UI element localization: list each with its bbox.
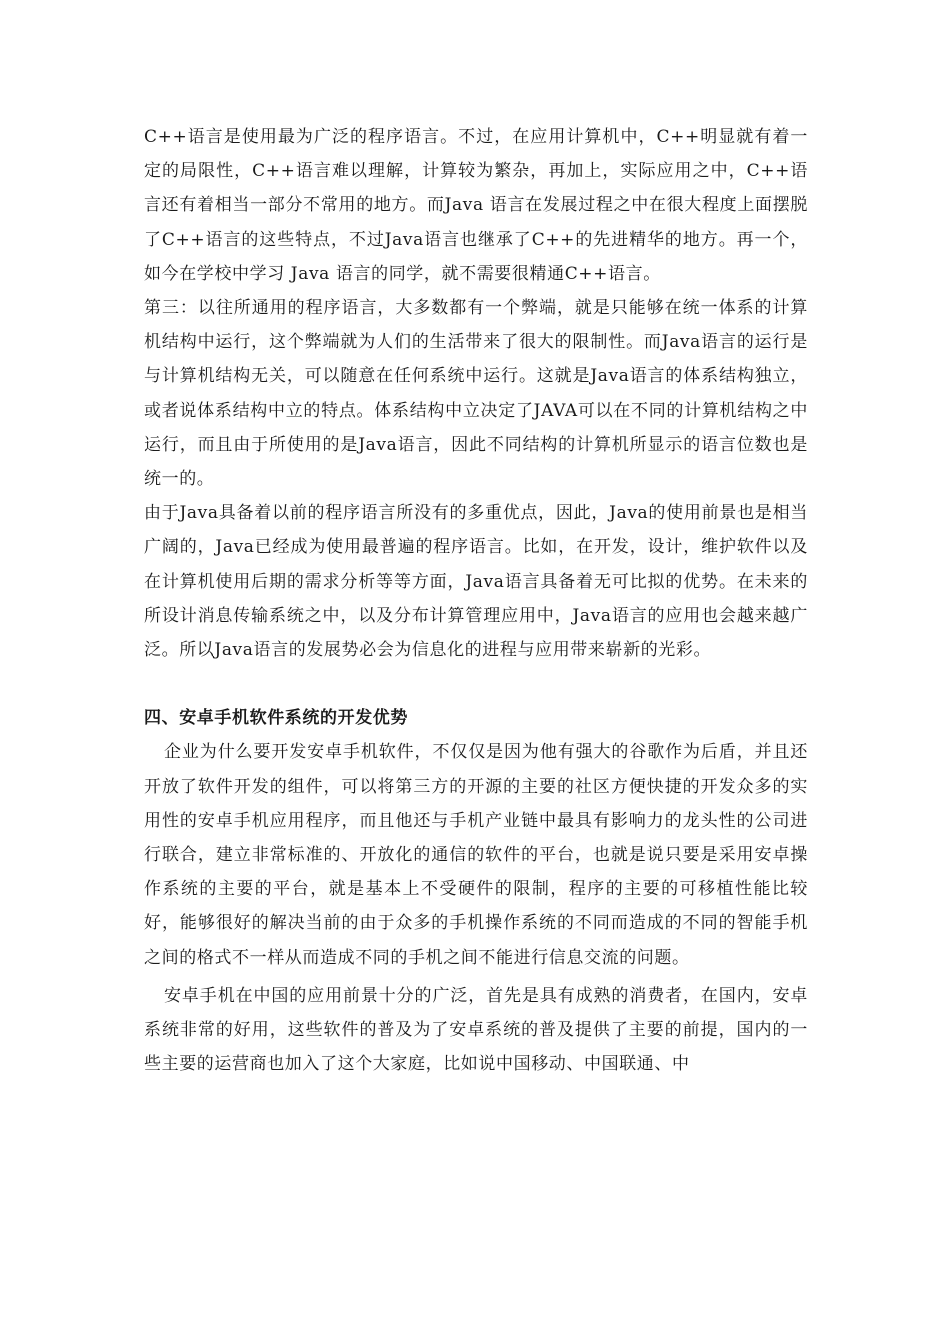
- paragraph-architecture-neutral: 第三：以往所通用的程序语言，大多数都有一个弊端，就是只能够在统一体系的计算机结构中运行，这个弊端就为人们的生活带来了很大的限制性。而Java语言的运行是与计算机结构无关，可以随意在任何系统中运行。这就是Java语言的体系结构独立，或者说体系结构中立的特点。体系结构中立决定了JAVA可以在不同的计算机结构之中运行，而且由于所使用的是Java语言，因此不同结构的计算机所显示的语言位数也是统一的。: [144, 298, 808, 490]
- paragraph-android-advantages: 企业为什么要开发安卓手机软件，不仅仅是因为他有强大的谷歌作为后盾，并且还开放了软件开发的组件，可以将第三方的开源的主要的社区方便快捷的开发众多的实用性的安卓手机应用程序，而且他还与手机产业链中最具有影响力的龙头性的公司进行联合，建立非常标准的、开放化的通信的软件的平台，也就是说只要是采用安卓操作系统的主要的平台，就是基本上不受硬件的限制，程序的主要的可移植性能比较好，能够很好的解决当前的由于众多的手机操作系统的不同而造成的不同的智能手机之间的格式不一样从而造成不同的手机之间不能进行信息交流的问题。: [144, 742, 808, 968]
- document-body: [144, 120, 808, 1081]
- paragraph-android-china: 安卓手机在中国的应用前景十分的广泛，首先是具有成熟的消费者，在国内，安卓系统非常的好用，这些软件的普及为了安卓系统的普及提供了主要的前提，国内的一些主要的运营商也加入了这个大家庭，比如说中国移动、中国联通、中: [144, 985, 808, 1075]
- section-heading: 四、安卓手机软件系统的开发优势: [144, 708, 408, 729]
- paragraph-java-prospects: 由于Java具备着以前的程序语言所没有的多重优点，因此，Java的使用前景也是相当广阔的，Java已经成为使用最普遍的程序语言。比如，在开发，设计，维护软件以及在计算机使用后期的需求分析等等方面，Java语言具备着无可比拟的优势。在未来的所设计消息传输系统之中，以及分布计算管理应用中，Java语言的应用也会越来越广泛。所以Java语言的发展势必会为信息化的进程与应用带来崭新的光彩。: [144, 503, 808, 661]
- section-spacer: [144, 667, 808, 701]
- paragraph-cpp-comparison: C++语言是使用最为广泛的程序语言。不过，在应用计算机中，C++明显就有着一定的局限性，C++语言难以理解，计算较为繁杂，再加上，实际应用之中，C++语言还有着相当一部分不常用的地方。而Java 语言在发展过程之中在很大程度上面摆脱了C++语言的这些特点，不过Java语言也继承了C++的先进精华的地方。再一个，如今在学校中学习 Java 语言的同学，就不需要很精通C++语言。: [144, 127, 808, 284]
